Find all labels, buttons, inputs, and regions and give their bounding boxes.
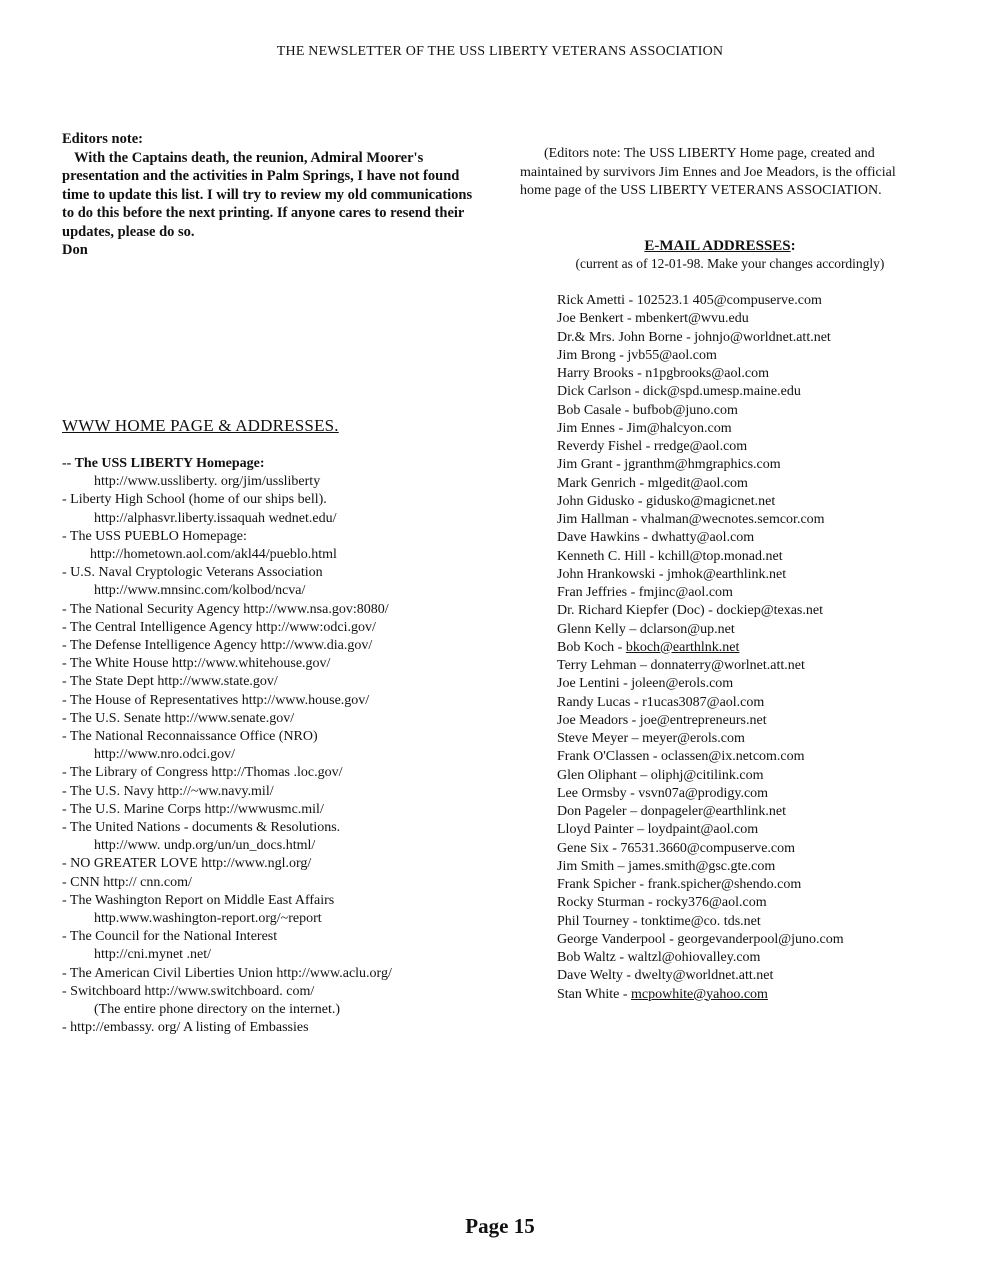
email-entry: Reverdy Fishel - rredge@aol.com [557,439,748,454]
editors-note-signature: Don [62,242,88,258]
link-url: http://hometown.aol.com/akl44/pueblo.html [90,547,337,563]
email-entry: Frank O'Classen - oclassen@ix.netcom.com [557,749,805,765]
link-item: - The National Security Agency http://www.nsa.gov:8080/ [62,601,389,617]
email-entry: Joe Lentini - joleen@erols.com [557,676,734,692]
link-url: http.www.washington-report.org/~report [94,911,322,927]
link-item: -- The USS LIBERTY Homepage: [62,456,265,471]
email-entry: Phil Tourney - tonktime@co. tds.net [557,913,761,929]
email-entry: Bob Waltz - waltzl@ohiovalley.com [557,950,761,965]
newsletter-header: THE NEWSLETTER OF THE USS LIBERTY VETERANS ASSOCIATION [276,44,724,59]
link-item: - The Washington Report on Middle East Affairs [62,892,335,908]
email-entry: Don Pageler – donpageler@earthlink.net [557,804,787,819]
email-entry: Dick Carlson - dick@spd.umesp.maine.edu [557,384,801,400]
editors-note-body: With the Captains death, the reunion, Admiral Moorer's presentation and the activities in Palm Springs, I have not found time to update this list. I will try to review my old communications to do this before the next printing. If anyone cares to resend their updates, please do so. [62,149,473,240]
link-item: - The U.S. Marine Corps http://wwwusmc.mil/ [62,801,324,817]
link-item: - The White House http://www.whitehouse.gov/ [62,656,331,672]
email-heading-colon: : [790,238,796,254]
email-entry: Terry Lehman – donnaterry@worlnet.att.net [557,658,805,673]
email-entry: Dave Welty - dwelty@worldnet.att.net [557,968,774,984]
email-entry: John Gidusko - gidusko@magicnet.net [557,493,776,509]
email-entry: Kenneth C. Hill - kchill@top.monad.net [557,548,783,564]
link-item: - Liberty High School (home of our ships bell). [62,492,327,508]
link-item: - The American Civil Liberties Union http://www.aclu.org/ [62,965,392,981]
right-note [520,145,920,201]
email-entry: Randy Lucas - r1ucas3087@aol.com [557,694,765,710]
page-number: Page 15 [465,1214,535,1238]
email-entry: Dave Hawkins - dwhatty@aol.com [557,530,755,546]
email-entry: Dr.& Mrs. John Borne - johnjo@worldnet.att.net [557,329,831,345]
email-list [557,292,957,1004]
link-item: - CNN http:// cnn.com/ [62,874,192,890]
link-url: http://www.ussliberty. org/jim/ussliberty [94,474,321,490]
email-entry: Frank Spicher - frank.spicher@shendo.com [557,877,802,892]
homepage-note: (Editors note: The USS LIBERTY Home page, created and maintained by survivors Jim Ennes and Joe Meadors, is the official home page of the USS LIBERTY VETERANS ASSOCIATION. [520,146,896,198]
link-item: - The Council for the National Interest [62,929,278,945]
email-entry-name: Stan White - [557,986,632,1002]
email-entry: Joe Benkert - mbenkert@wvu.edu [557,311,749,327]
email-entry: Joe Meadors - joe@entrepreneurs.net [557,712,767,728]
email-entry: John Hrankowski - jmhok@earthlink.net [557,566,787,582]
email-entry: Bob Casale - bufbob@juno.com [557,402,738,418]
email-entry: Jim Hallman - vhalman@wecnotes.semcor.com [557,512,825,527]
email-entry: Glen Oliphant – oliphj@citilink.com [557,767,764,783]
link-item: - The House of Representatives http://www.house.gov/ [62,692,370,708]
link-item: - The Central Intelligence Agency http://www:odci.gov/ [62,619,376,635]
www-link-list [62,455,502,1038]
email-heading-text: E-MAIL ADDRESSES [644,238,791,254]
email-subheading: (current as of 12-01-98. Make your changes accordingly) [575,256,885,271]
link-item: - The State Dept http://www.state.gov/ [62,674,278,690]
email-entry: Harry Brooks - n1pgbrooks@aol.com [557,366,769,381]
email-entry: George Vanderpool - georgevanderpool@juno.com [557,931,844,947]
email-entry: Jim Smith – james.smith@gsc.gte.com [557,858,776,874]
editors-note-title: Editors note: [62,131,143,147]
link-item: - The United Nations - documents & Resolutions. [62,820,341,836]
email-entry: Steve Meyer – meyer@erols.com [557,731,745,746]
email-entry: Jim Ennes - Jim@halcyon.com [557,420,732,436]
link-item: - The National Reconnaissance Office (NRO) [62,729,318,745]
email-entry [557,639,957,657]
email-entry: Lee Ormsby - vsvn07a@prodigy.com [557,785,769,801]
email-entry: Glenn Kelly – dclarson@up.net [557,621,735,637]
link-url: http://www.mnsinc.com/kolbod/ncva/ [94,583,306,599]
email-entry: Jim Grant - jgranthm@hmgraphics.com [557,457,781,473]
link-item: - The Library of Congress http://Thomas .loc.gov/ [62,765,343,781]
email-heading [520,238,920,255]
email-entry: Rocky Sturman - rocky376@aol.com [557,895,767,911]
link-item: - The U.S. Senate http://www.senate.gov/ [62,710,295,726]
email-entry: Dr. Richard Kiepfer (Doc) - dockiep@texas.net [557,603,823,619]
link-url: http://www. undp.org/un/un_docs.html/ [94,838,316,854]
email-entry: Lloyd Painter – loydpaint@aol.com [557,822,759,838]
link-url: http://www.nro.odci.gov/ [94,747,236,763]
email-link[interactable]: bkoch@earthlnk.net [625,639,740,655]
email-entry-name: Bob Koch - [557,639,626,655]
link-item: - http://embassy. org/ A listing of Embassies [62,1020,309,1036]
link-item: - The USS PUEBLO Homepage: [62,528,247,544]
link-item: - Switchboard http://www.switchboard. com/ [62,983,315,999]
editors-note [62,130,482,260]
link-item: - The U.S. Navy http://~ww.navy.mil/ [62,783,274,799]
link-item: - NO GREATER LOVE http://www.ngl.org/ [62,856,312,872]
email-entry: Gene Six - 76531.3660@compuserve.com [557,840,796,856]
email-link[interactable]: mcpowhite@yahoo.com [631,986,768,1002]
email-entry: Rick Ametti - 102523.1 405@compuserve.com [557,293,822,308]
www-heading: WWW HOME PAGE & ADDRESSES. [62,416,339,435]
email-entry: Mark Genrich - mlgedit@aol.com [557,475,748,491]
email-entry: Fran Jeffries - fmjinc@aol.com [557,585,733,600]
link-url: http://alphasvr.liberty.issaquah wednet.edu/ [94,510,337,526]
email-entry: Jim Brong - jvb55@aol.com [557,347,717,363]
email-entry [557,986,957,1004]
link-item: - The Defense Intelligence Agency http://www.dia.gov/ [62,638,373,654]
link-url: http://cni.mynet .net/ [94,947,212,963]
link-item: - U.S. Naval Cryptologic Veterans Association [62,565,323,581]
link-url: (The entire phone directory on the internet.) [94,1002,341,1018]
